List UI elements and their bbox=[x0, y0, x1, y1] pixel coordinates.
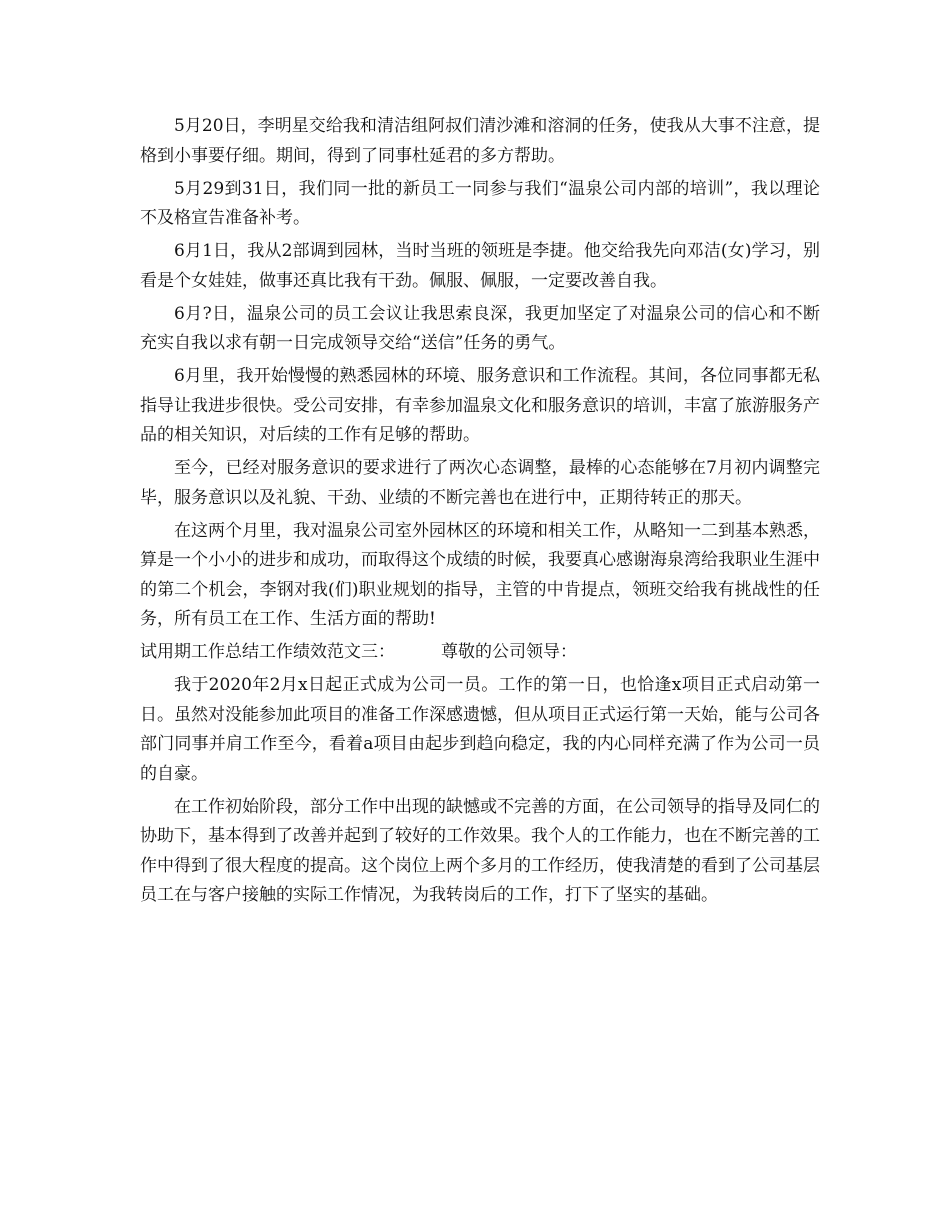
paragraph-june-1: 6月1日，我从2部调到园林，当时当班的领班是李捷。他交给我先向邓洁(女)学习，别看是个女娃娃，做事还真比我有干劲。佩服、佩服，一定要改善自我。 bbox=[140, 241, 820, 291]
paragraph-may-29: 5月29到31日，我们同一批的新员工一同参与我们“温泉公司内部的培训”，我以理论不及格宣告准备补考。 bbox=[140, 178, 820, 228]
paragraph-attitude: 至今，已经对服务意识的要求进行了两次心态调整，最棒的心态能够在7月初内调整完毕，服务意识以及礼貌、干劲、业绩的不断完善也在进行中，正期待转正的那天。 bbox=[140, 458, 820, 508]
section-heading bbox=[140, 638, 820, 668]
paragraph-june-training: 6月里，我开始慢慢的熟悉园林的环境、服务意识和工作流程。其间，各位同事都无私指导让我进步很快。受公司安排，有幸参加温泉文化和服务意识的培训，丰富了旅游服务产品的相关知识，对后续的工作有足够的帮助。 bbox=[140, 366, 820, 445]
document-body bbox=[140, 112, 820, 914]
paragraph-joined-company: 我于2020年2月x日起正式成为公司一员。工作的第一日，也恰逢x项目正式启动第一日。虽然对没能参加此项目的准备工作深感遗憾，但从项目正式运行第一天始，能与公司各部门同事并肩工作至今，看着a项目由起步到趋向稳定，我的内心同样充满了作为公司一员的自豪。 bbox=[140, 675, 820, 784]
paragraph-may-20: 5月20日，李明星交给我和清洁组阿叔们清沙滩和溶洞的任务，使我从大事不注意，提格到小事要仔细。期间，得到了同事杜延君的多方帮助。 bbox=[140, 116, 820, 166]
paragraph-initial-stage: 在工作初始阶段，部分工作中出现的缺憾或不完善的方面，在公司领导的指导及同仁的协助下，基本得到了改善并起到了较好的工作效果。我个人的工作能力，也在不断完善的工作中得到了很大程度的提高。这个岗位上两个多月的工作经历，使我清楚的看到了公司基层员工在与客户接触的实际工作情况，为我转岗后的工作，打下了坚实的基础。 bbox=[140, 796, 820, 905]
paragraph-two-months: 在这两个月里，我对温泉公司室外园林区的环境和相关工作，从略知一二到基本熟悉，算是一个小小的进步和成功，而取得这个成绩的时候，我要真心感谢海泉湾给我职业生涯中的第二个机会，李钢对我(们)职业规划的指导，主管的中肯提点，领班交给我有挑战性的任务，所有员工在工作、生活方面的帮助! bbox=[140, 520, 820, 629]
salutation: 尊敬的公司领导： bbox=[441, 642, 577, 662]
paragraph-june-meeting: 6月?日，温泉公司的员工会议让我思索良深，我更加坚定了对温泉公司的信心和不断充实自我以求有朝一日完成领导交给“送信”任务的勇气。 bbox=[140, 303, 820, 353]
section-title: 试用期工作总结工作绩效范文三： bbox=[140, 642, 395, 662]
